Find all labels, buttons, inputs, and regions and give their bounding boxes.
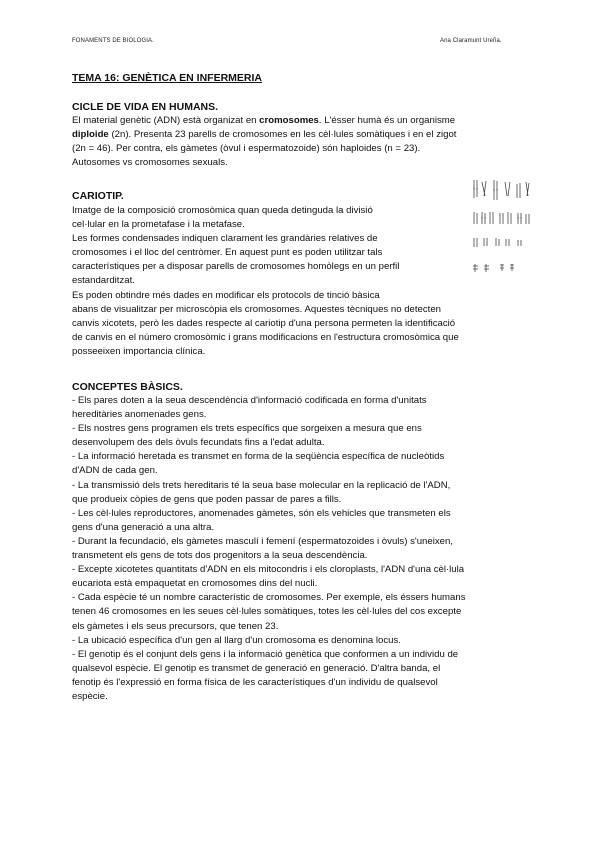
body-line: eucariota està empaquetat en cromosomes dins del nucli. bbox=[72, 578, 318, 590]
body-line bbox=[72, 128, 532, 142]
bold-term: cromosomes bbox=[259, 115, 319, 126]
body-line: - Cada espècie té un nombre característic de cromosomes. Per exemple, els éssers humans bbox=[72, 592, 466, 604]
page-header-right: Ana Claramunt Ureña. bbox=[440, 38, 502, 44]
text-run: El material genètic (ADN) està organizat en bbox=[72, 115, 260, 126]
body-line: - La transmissió dels trets hereditaris té la seua base molecular en la replicació de l'ADN, bbox=[72, 479, 451, 491]
bold-term: diploide bbox=[72, 129, 109, 141]
section-title-conceptes: CONCEPTES BÀSICS. bbox=[72, 381, 183, 393]
body-line: - La informació heretada es transmet en forma de la seqüència específica de nucleòtids bbox=[72, 451, 445, 463]
body-line: - La ubicació específica d'un gen al llarg d'un cromosoma es denomina locus. bbox=[72, 634, 401, 646]
body-line: abans de visualitzar per microscòpia els cromosomes. Aquestes tècniques no detecten bbox=[72, 303, 442, 315]
body-line: cel·lular en la prometafase i la metafase. bbox=[72, 219, 245, 231]
section-body-cariotip bbox=[72, 204, 532, 359]
body-line: - Excepte xicotetes quantitats d'ADN en els mitocondris i els cloroplasts, l'ADN d'una cèl·lula bbox=[72, 564, 465, 576]
body-line: gens d'una generació a una altra. bbox=[72, 521, 215, 533]
body-line: Es poden obtindre més dades en modificar els protocols de tinció bàsica bbox=[72, 289, 380, 301]
body-line: canvis xicotets, però les dades respecte al cariotip d'una persona permeten la identificació bbox=[72, 317, 456, 329]
body-line: els gàmetes i els seus precursors, que tenen 23. bbox=[72, 620, 279, 632]
body-line: - El genotip és el conjunt dels gens i la informació genètica que conformen a un individu de bbox=[72, 648, 459, 660]
body-line: (2n = 46). Per contra, els gàmetes (òvul i espermatozoide) són haploides (n = 23). bbox=[72, 143, 421, 155]
body-line: d'ADN de cada gen. bbox=[72, 465, 158, 477]
body-line: qualsevol espècie. El genotip es transmet de generació en generació. D'altra banda, el bbox=[72, 662, 441, 674]
body-line: hereditàries anomenades gens. bbox=[72, 409, 207, 421]
body-line: - Els pares doten a la seua descendència d'informació codificada en forma d'unitats bbox=[72, 395, 427, 406]
body-line: tenen 46 cromosomes en les seues cèl·lules somàtiques, totes les cèl·lules del cos excepte bbox=[72, 606, 462, 618]
body-line: característiques per a disposar parells de cromosomes homòlegs en un perfil bbox=[72, 261, 400, 273]
body-line: fenotip és l'expressió en forma física de les característiques d'un individu de qualsevol bbox=[72, 676, 438, 688]
body-line: - Els nostres gens programen els trets específics que sorgeixen a mesura que ens bbox=[72, 423, 422, 435]
body-line: cromosomes i el lloc del centròmer. En aquest punt es poden utilitzar tals bbox=[72, 247, 383, 259]
body-line: de canvis en el número cromosòmic i grans modificacions en l'estructura cromosòmica que bbox=[72, 331, 459, 343]
body-line: - Les cèl·lules reproductores, anomenades gàmetes, són els vehicles que transmeten els bbox=[72, 507, 451, 519]
text-run: (2n). Presenta 23 parells de cromosomes en les cèl·lules somàtiques i en el zigot bbox=[108, 129, 457, 141]
body-line: desenvolupem des dels òvuls fecundats fins a l'edat adulta. bbox=[72, 437, 325, 449]
text-run: . L'ésser humà és un organisme bbox=[318, 115, 456, 126]
body-line bbox=[72, 114, 532, 128]
karyotype-image bbox=[470, 176, 532, 280]
body-line: estandarditzat. bbox=[72, 275, 135, 287]
body-line: Les formes condensades indiquen clarament les grandàries relatives de bbox=[72, 233, 378, 245]
topic-title: TEMA 16: GENÈTICA EN INFERMERIA bbox=[72, 72, 262, 84]
page-header-left: FONAMENTS DE BIOLOGIA. bbox=[72, 38, 154, 44]
body-line: que produeix còpies de gens que poden passar de pares a fills. bbox=[72, 493, 342, 505]
section-title-cicle: CICLE DE VIDA EN HUMANS. bbox=[72, 101, 219, 113]
body-line: Autosomes vs cromosomes sexuals. bbox=[72, 157, 228, 169]
body-line: - Durant la fecundació, els gàmetes masculí i femení (espermatozoides i òvuls) s'uneixen, bbox=[72, 535, 453, 547]
section-body-conceptes bbox=[72, 394, 532, 704]
body-line: posseeixen importancia clínica. bbox=[72, 345, 206, 357]
body-line: espècie. bbox=[72, 690, 108, 702]
body-line: Imatge de la composició cromosòmica quan queda detinguda la divisió bbox=[72, 205, 373, 216]
body-line: transmetent els gens de tots dos progenitors a la seua descendència. bbox=[72, 550, 368, 562]
section-body-cicle bbox=[72, 114, 532, 170]
section-title-cariotip: CARIOTIP. bbox=[72, 190, 124, 202]
